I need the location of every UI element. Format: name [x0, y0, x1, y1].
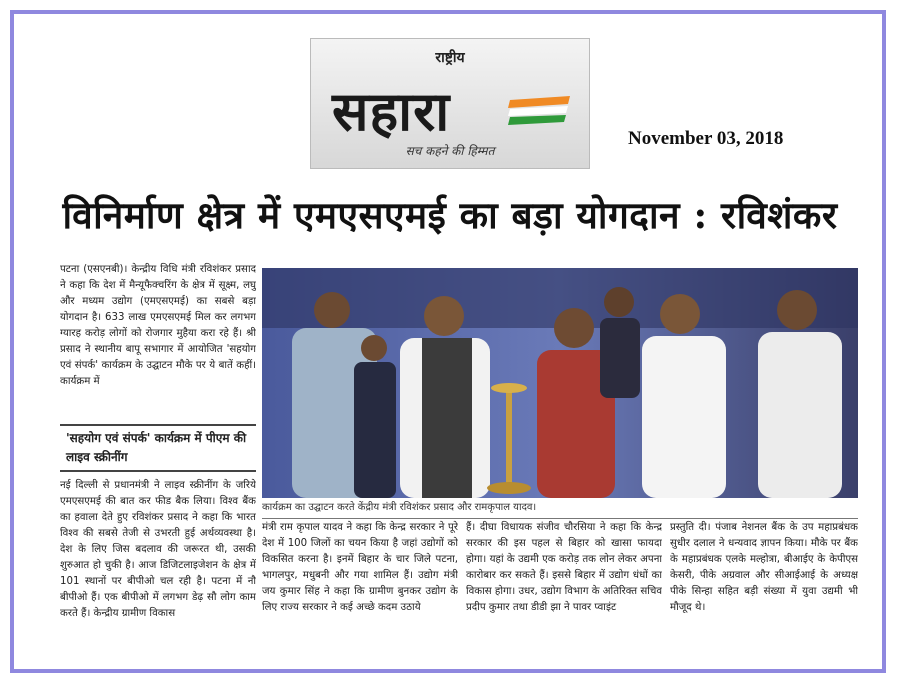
article-column-4: प्रस्तुति दी। पंजाब नेशनल बैंक के उप महाप्रबंधक सुधीर दलाल ने धन्यवाद ज्ञापन किया। मौके पर बैंक के महाप्रबंधक एलके मल्होत्रा, बीआईए के केपीएस केसरी, पीके अग्रवाल और सीआईआई के अध्यक्ष पीके सिन्हा सहित बड़ी संख्या में युवा उद्यमी भी मौजूद थे। — [670, 522, 858, 613]
tricolor-flag-icon — [508, 96, 572, 126]
publication-date: November 03, 2018 — [628, 128, 784, 149]
photo-caption: कार्यक्रम का उद्घाटन करते केंद्रीय मंत्री रविशंकर प्रसाद और रामकृपाल यादव। — [262, 502, 537, 513]
article-column-2: मंत्री राम कृपाल यादव ने कहा कि केन्द्र सरकार ने पूरे देश में 100 जिलों का चयन किया है जहां उद्योगों को विकसित करना है। इनमें बिहार के चार जिले पटना, भागलपुर, मधुबनी और गया शामिल हैं। उद्योग मंत्री जय कुमार सिंह ने कहा कि ग्रामीण बुनकर उद्योग के लिए राज्य सरकार ने कई अच्छे कदम उठाये — [262, 522, 458, 613]
newspaper-masthead-logo — [310, 38, 590, 169]
article-column-3: हैं। दीघा विधायक संजीव चौरसिया ने कहा कि केन्द्र सरकार की इस पहल से बिहार को खासा फायदा होगा। यहां के उद्यमी एक करोड़ तक लोन लेकर अपना कारोबार कर सकते हैं। इससे बिहार में उद्योग धंधों का विकास होगा। उधर, उद्योग विभाग के अतिरिक्त सचिव प्रदीप कुमार तथा डीडी झा ने पावर प्वाइंट — [466, 522, 662, 613]
article-headline: विनिर्माण क्षेत्र में एमएसएमई का बड़ा योगदान : रविशंकर — [62, 193, 838, 237]
article-column-1-bottom: नई दिल्ली से प्रधानमंत्री ने लाइव स्क्रीनींग के जरिये एमएसएमई की बात कर फीड बैक लिया। विश्व बैंक का हवाला देते हुए रविशंकर प्रसाद ने कहा कि भारत विश्व की सबसे तेजी से उभरती हुई अर्थव्यवस्था है। देश के लिए जिस बदलाव की जरूरत थी, उसकी शुरुआत हो चुकी है। आज डिजिटलाइजेशन के क्षेत्र में 101 स्थानों पर बीपीओ चल रही है। पटना में नौ बीपीओ हैं। एक बीपीओ में लगभग डेढ़ सौ लोग काम करते हैं। केन्द्रीय ग्रामीण विकास — [60, 480, 256, 619]
event-photo-illustration — [262, 268, 858, 498]
article-subheading: 'सहयोग एवं संपर्क' कार्यक्रम में पीएम की लाइव स्क्रीनींग — [60, 424, 256, 472]
masthead-tagline: सच कहने की हिम्मत — [405, 144, 495, 158]
event-photo — [262, 268, 858, 498]
masthead-small-title: राष्ट्रीय — [435, 50, 465, 66]
caption-divider — [262, 518, 858, 519]
masthead-main-title: सहारा — [332, 79, 451, 143]
article-column-1-top: पटना (एसएनबी)। केन्द्रीय विधि मंत्री रविशंकर प्रसाद ने कहा कि देश में मैन्यूफैक्चरिंग के क्षेत्र में सूक्ष्म, लघु और मध्यम उद्योग (एमएसएमई) का सबसे बड़ा योगदान है। 633 लाख एमएसएमई मिल कर लगभग ग्यारह करोड़ लोगों को रोजगार मुहैया करा रहे हैं। श्री प्रसाद ने स्थानीय बापू सभागार में आयोजित 'सहयोग एवं संपर्क' कार्यक्रम के उद्घाटन मौके पर ये बातें कहीं। कार्यक्रम में — [60, 264, 256, 387]
